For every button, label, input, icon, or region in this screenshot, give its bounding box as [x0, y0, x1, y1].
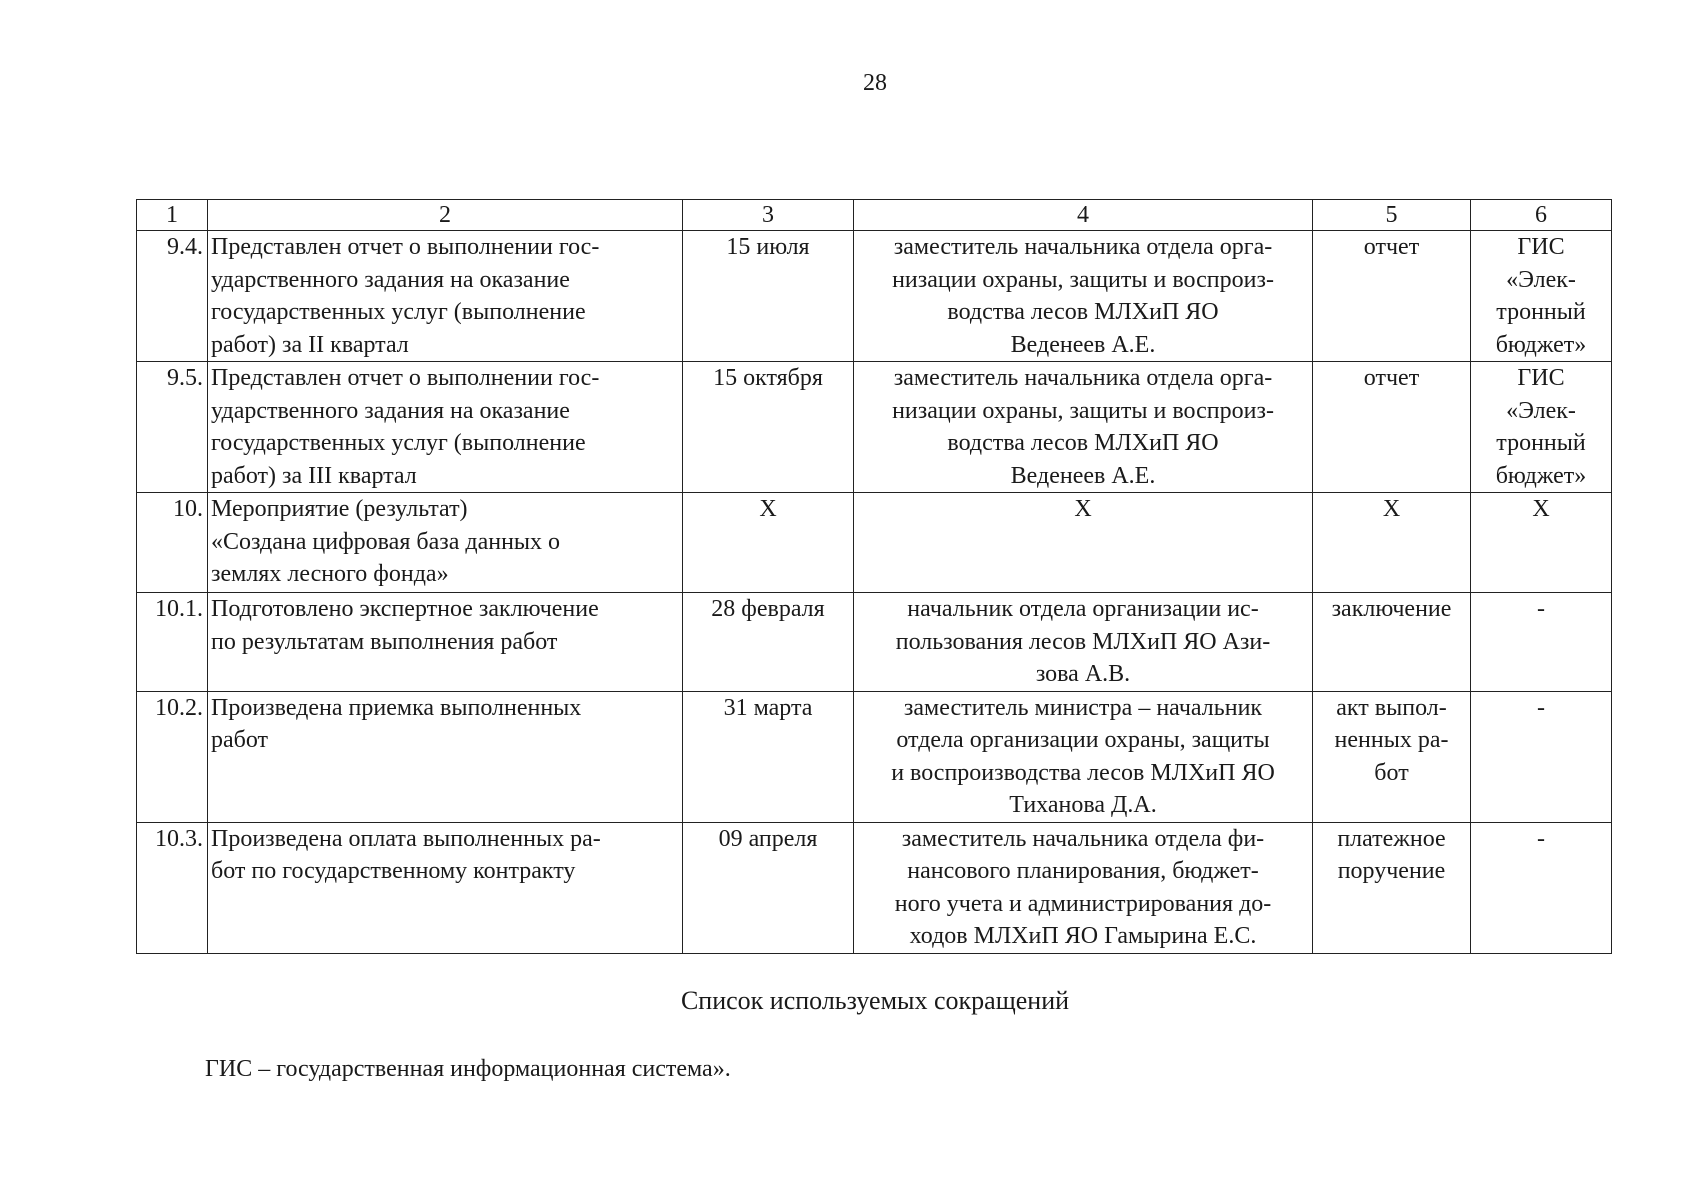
row-document: акт выпол- ненных ра- бот: [1313, 691, 1471, 822]
row-responsible: Х: [854, 493, 1313, 593]
row-responsible: заместитель начальника отдела фи- нансового планирования, бюджет- ного учета и администрирования до- ходов МЛХиП ЯО Гамырина Е.С.: [854, 822, 1313, 953]
action-plan-table: [136, 199, 1612, 954]
row-deadline: 15 июля: [683, 231, 854, 362]
column-number-4: 4: [854, 200, 1313, 231]
table-row: [137, 593, 1612, 692]
row-number: 10.3.: [137, 822, 208, 953]
row-document: отчет: [1313, 231, 1471, 362]
row-responsible: заместитель начальника отдела орга- низации охраны, защиты и воспроиз- водства лесов МЛХиП ЯО Веденеев А.Е.: [854, 231, 1313, 362]
row-deadline: 28 февраля: [683, 593, 854, 692]
row-description: Представлен отчет о выполнении гос- ударственного задания на оказание государственных услуг (выполнение работ) за II квартал: [208, 231, 683, 362]
abbreviations-title: Список используемых сокращений: [680, 986, 1070, 1015]
table-header-row: [137, 200, 1612, 231]
row-system: ГИС «Элек- тронный бюджет»: [1471, 231, 1612, 362]
row-document: платежное поручение: [1313, 822, 1471, 953]
table-row: [137, 362, 1612, 493]
row-deadline: Х: [683, 493, 854, 593]
row-description: Произведена приемка выполненных работ: [208, 691, 683, 822]
row-system: -: [1471, 593, 1612, 692]
row-number: 10.1.: [137, 593, 208, 692]
column-number-2: 2: [208, 200, 683, 231]
column-number-5: 5: [1313, 200, 1471, 231]
table-row: [137, 231, 1612, 362]
row-system: -: [1471, 822, 1612, 953]
column-number-1: 1: [137, 200, 208, 231]
row-number: 10.: [137, 493, 208, 593]
row-document: заключение: [1313, 593, 1471, 692]
row-number: 9.4.: [137, 231, 208, 362]
column-number-3: 3: [683, 200, 854, 231]
column-number-6: 6: [1471, 200, 1612, 231]
row-description: Произведена оплата выполненных ра- бот по государственному контракту: [208, 822, 683, 953]
row-system: Х: [1471, 493, 1612, 593]
row-description: Подготовлено экспертное заключение по результатам выполнения работ: [208, 593, 683, 692]
row-document: Х: [1313, 493, 1471, 593]
table-row: [137, 691, 1612, 822]
row-number: 10.2.: [137, 691, 208, 822]
abbreviation-entry: ГИС – государственная информационная система».: [205, 1056, 731, 1082]
row-description: Мероприятие (результат) «Создана цифровая база данных о землях лесного фонда»: [208, 493, 683, 593]
row-description: Представлен отчет о выполнении гос- ударственного задания на оказание государственных услуг (выполнение работ) за III квартал: [208, 362, 683, 493]
table-row: [137, 822, 1612, 953]
row-system: -: [1471, 691, 1612, 822]
row-responsible: заместитель министра – начальник отдела организации охраны, защиты и воспроизводства лесов МЛХиП ЯО Тиханова Д.А.: [854, 691, 1313, 822]
row-deadline: 31 марта: [683, 691, 854, 822]
table-row: [137, 493, 1612, 593]
page-number: 28: [863, 70, 887, 96]
row-document: отчет: [1313, 362, 1471, 493]
row-responsible: заместитель начальника отдела орга- низации охраны, защиты и воспроиз- водства лесов МЛХиП ЯО Веденеев А.Е.: [854, 362, 1313, 493]
row-deadline: 15 октября: [683, 362, 854, 493]
row-responsible: начальник отдела организации ис- пользования лесов МЛХиП ЯО Ази- зова А.В.: [854, 593, 1313, 692]
row-system: ГИС «Элек- тронный бюджет»: [1471, 362, 1612, 493]
row-deadline: 09 апреля: [683, 822, 854, 953]
row-number: 9.5.: [137, 362, 208, 493]
